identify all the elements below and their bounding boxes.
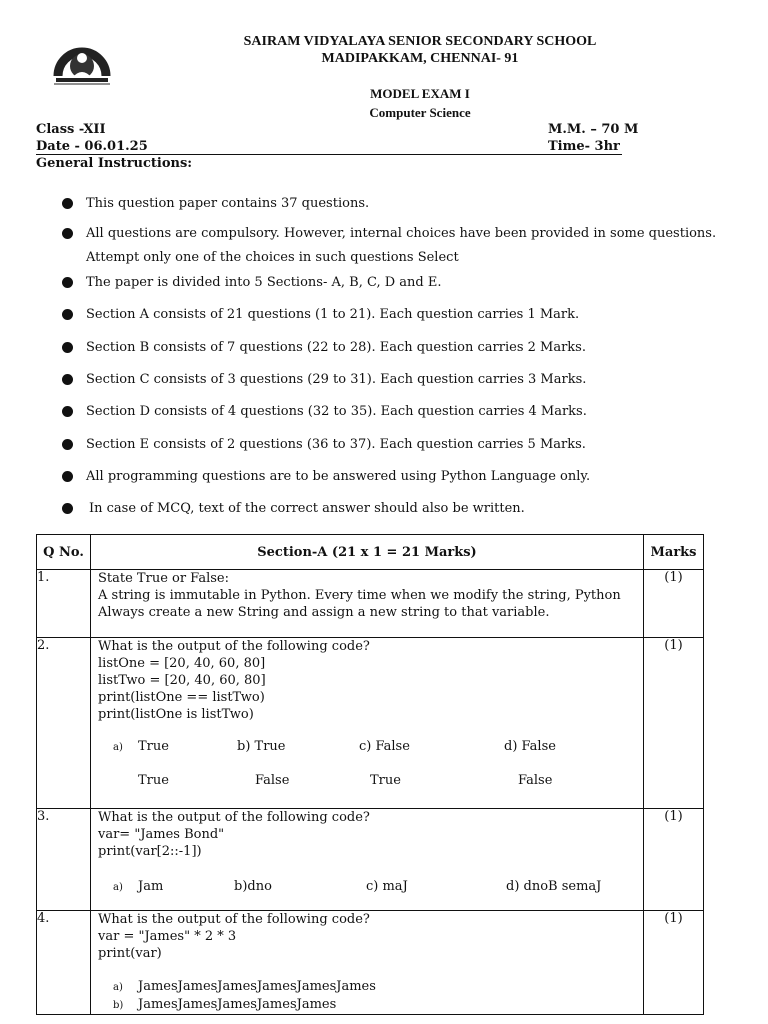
option-a: Jam bbox=[138, 879, 164, 894]
bullet-icon bbox=[62, 503, 73, 514]
question-line: A string is immutable in Python. Every time when we modify the string, Python bbox=[98, 588, 621, 603]
bullet-icon bbox=[62, 342, 73, 353]
instructions-title: General Instructions: bbox=[36, 156, 193, 171]
question-marks: (1) bbox=[644, 911, 704, 1015]
option-a-label: a) bbox=[113, 882, 123, 893]
question-line: listOne = [20, 40, 60, 80] bbox=[98, 656, 266, 671]
question-number: 2. bbox=[37, 638, 91, 809]
col-section-header: Section-A (21 x 1 = 21 Marks) bbox=[91, 535, 644, 570]
time-label: Time- 3hr bbox=[548, 139, 620, 154]
question-line: What is the output of the following code? bbox=[98, 639, 370, 654]
bullet-icon bbox=[62, 471, 73, 482]
school-address: MADIPAKKAM, CHENNAI- 91 bbox=[321, 51, 519, 66]
option-d-line2: False bbox=[518, 773, 553, 788]
question-line: print(var) bbox=[98, 946, 162, 961]
questions-table bbox=[36, 534, 704, 1015]
question-marks: (1) bbox=[644, 809, 704, 911]
option-a-line2: True bbox=[138, 773, 169, 788]
question-line: What is the output of the following code? bbox=[98, 912, 370, 927]
option-b-label: b) bbox=[113, 1000, 124, 1011]
question-line: print(listOne is listTwo) bbox=[98, 707, 254, 722]
question-body bbox=[91, 638, 644, 809]
option-a-line1: True bbox=[138, 739, 169, 754]
question-line: var = "James" * 2 * 3 bbox=[98, 929, 237, 944]
question-number: 1. bbox=[37, 570, 91, 638]
exam-title: MODEL EXAM I bbox=[370, 86, 470, 101]
table-row bbox=[37, 570, 704, 638]
option-c-line1: c) False bbox=[359, 739, 410, 754]
max-marks: M.M. – 70 M bbox=[548, 122, 639, 137]
option-d-line1: d) False bbox=[504, 739, 556, 754]
class-label: Class -XII bbox=[36, 122, 106, 137]
option-b-line2: False bbox=[255, 773, 290, 788]
table-header-row bbox=[37, 535, 704, 570]
question-marks: (1) bbox=[644, 570, 704, 638]
date-label: Date - 06.01.25 bbox=[36, 139, 148, 154]
question-line: State True or False: bbox=[98, 571, 229, 586]
bullet-icon bbox=[62, 374, 73, 385]
question-line: Always create a new String and assign a new string to that variable. bbox=[98, 605, 550, 620]
option-a: JamesJamesJamesJamesJamesJames bbox=[138, 979, 376, 994]
col-marks-header: Marks bbox=[644, 535, 704, 570]
header-rule bbox=[36, 154, 622, 155]
question-number: 4. bbox=[37, 911, 91, 1015]
question-marks: (1) bbox=[644, 638, 704, 809]
table-row bbox=[37, 911, 704, 1015]
option-c-line2: True bbox=[370, 773, 401, 788]
question-line: print(var[2::-1]) bbox=[98, 844, 202, 859]
bullet-icon bbox=[62, 228, 73, 239]
question-body bbox=[91, 911, 644, 1015]
question-number: 3. bbox=[37, 809, 91, 911]
question-body bbox=[91, 809, 644, 911]
option-d: d) dnoB semaJ bbox=[506, 879, 602, 894]
bullet-icon bbox=[62, 309, 73, 320]
question-line: var= "James Bond" bbox=[98, 827, 225, 842]
option-a-label: a) bbox=[113, 982, 123, 993]
table-row bbox=[37, 809, 704, 911]
option-c: c) maJ bbox=[366, 879, 408, 894]
option-b: JamesJamesJamesJamesJames bbox=[138, 997, 337, 1012]
option-b-line1: b) True bbox=[237, 739, 286, 754]
col-qno-header: Q No. bbox=[37, 535, 91, 570]
bullet-icon bbox=[62, 439, 73, 450]
school-name: SAIRAM VIDYALAYA SENIOR SECONDARY SCHOOL bbox=[243, 34, 597, 49]
question-line: listTwo = [20, 40, 60, 80] bbox=[98, 673, 266, 688]
bullet-icon bbox=[62, 277, 73, 288]
option-a-label: a) bbox=[113, 742, 123, 753]
bullet-icon bbox=[62, 406, 73, 417]
subject-title: Computer Science bbox=[369, 105, 471, 120]
question-body bbox=[91, 570, 644, 638]
table-row bbox=[37, 638, 704, 809]
option-b: b)dno bbox=[234, 879, 272, 894]
bullet-icon bbox=[62, 198, 73, 209]
question-line: What is the output of the following code? bbox=[98, 810, 370, 825]
question-line: print(listOne == listTwo) bbox=[98, 690, 265, 705]
